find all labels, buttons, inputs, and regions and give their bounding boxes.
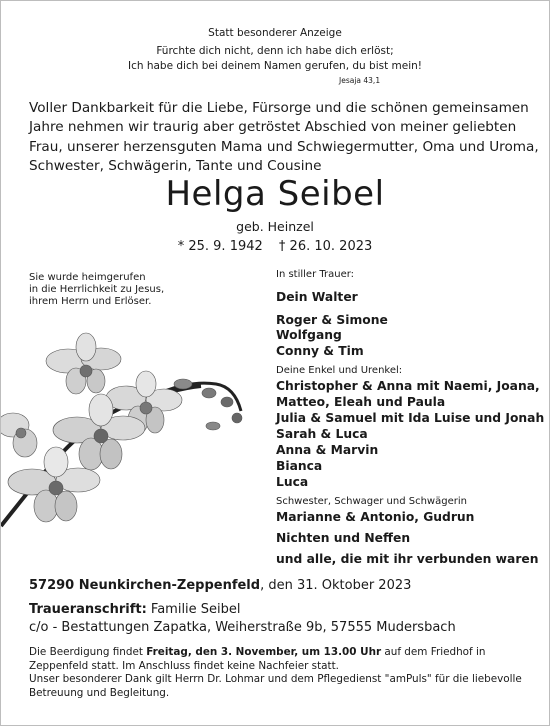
memorial-verse-line: in die Herrlichkeit zu Jesus, [29,284,165,296]
mourner-line: Roger & Simone [276,313,388,327]
date-text: , den 31. Oktober 2023 [260,578,412,593]
thanks-line: Unser besonderer Dank gilt Herrn Dr. Lohmar und dem Pflegedienst "amPuls" für die liebevolle [29,673,522,686]
mourner-line: Dein Walter [276,290,358,304]
bible-verse-line-1: Fürchte dich nicht, denn ich habe dich erlöst; [156,45,394,57]
orchid-branch-icon [1,326,271,541]
place-name: 57290 Neunkirchen-Zeppenfeld [29,578,261,593]
mourner-line: Conny & Tim [276,344,364,358]
mourner-group-label: Schwester, Schwager und Schwägerin [276,496,467,507]
mourner-group-label: Deine Enkel und Urenkel: [276,365,403,376]
funeral-info-text: Die Beerdigung findet [29,646,147,658]
memorial-verse [29,272,164,309]
mourner-line: Christopher & Anna mit Naemi, Joana, [276,379,540,393]
intro-text [29,99,539,177]
funeral-info-line [29,646,522,660]
funeral-info-text: auf dem Friedhof in [381,646,486,658]
memorial-verse-line: ihrem Herrn und Erlöser. [29,296,152,308]
intro-line: Voller Dankbarkeit für die Liebe, Fürsorge und die schönen gemeinsamen [29,100,529,116]
funeral-information [29,646,522,700]
thanks-line: Betreuung und Begleitung. [29,686,170,699]
memorial-verse-line: Sie wurde heimgerufen [29,272,146,283]
mourner-line: Nichten und Neffen [276,531,411,545]
mourner-line: und alle, die mit ihr verbunden waren [276,552,539,566]
mourner-line: Matteo, Eleah und Paula [276,395,446,409]
intro-line: Jahre nehmen wir traurig aber getröstet Abschied von meiner geliebten [29,119,517,136]
place-and-date [29,578,411,593]
mourning-address-line-2: c/o - Bestattungen Zapatka, Weiherstraße 9b, 57555 Mudersbach [29,620,456,635]
funeral-info-line: Zeppenfeld statt. Im Anschluss findet keine Nachfeier statt. [29,659,339,672]
mourner-line: Sarah & Luca [276,427,368,441]
life-dates [1,239,549,254]
bible-verse-reference: Jesaja 43,1 [339,76,381,85]
death-date: † 26. 10. 2023 [278,239,373,254]
birth-date: * 25. 9. 1942 [177,239,263,254]
intro-line: Frau, unserer herzensguten Mama und Schwiegermutter, Oma und Uroma, [29,138,539,155]
mourners-heading: In stiller Trauer: [276,269,355,280]
notice-heading: Statt besonderer Anzeige [208,27,342,39]
deceased-name: Helga Seibel [165,174,385,214]
intro-line: Schwester, Schwägerin, Tante und Cousine [29,158,322,175]
mourning-address-line-1 [29,602,241,617]
mourning-address-label: Traueranschrift: [29,602,147,617]
funeral-date-time: Freitag, den 3. November, um 13.00 Uhr [146,646,382,658]
mourner-line: Luca [276,475,309,489]
mourner-line: Bianca [276,459,323,473]
bible-verse-line-2: Ich habe dich bei deinem Namen gerufen, du bist mein! [127,60,423,72]
mourner-line: Wolfgang [276,328,342,342]
mourner-line: Julia & Samuel mit Ida Luise und Jonah [276,411,545,425]
mourner-line: Marianne & Antonio, Gudrun [276,510,475,524]
mourner-line: Anna & Marvin [276,443,379,457]
mourning-address-family: Familie Seibel [146,602,241,617]
maiden-name: geb. Heinzel [236,219,314,234]
